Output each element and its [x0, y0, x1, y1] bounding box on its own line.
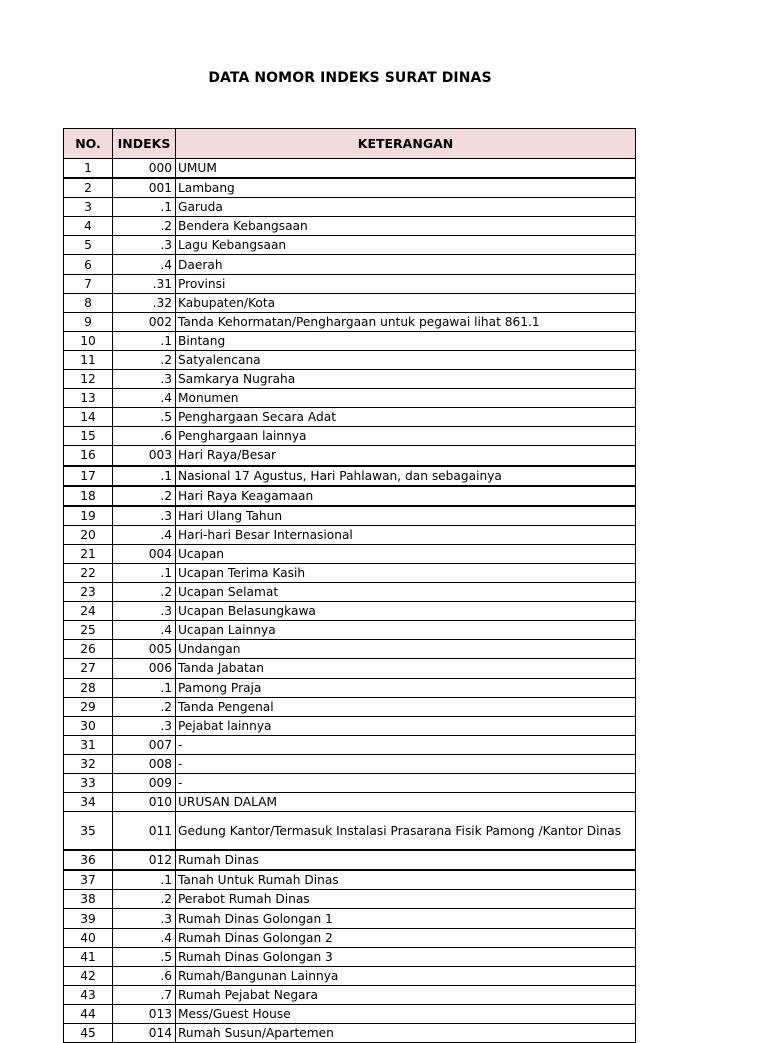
row-number: 24 — [64, 602, 113, 621]
index-table — [63, 128, 636, 1043]
row-indeks: 014 — [113, 1024, 176, 1043]
row-indeks: .4 — [113, 525, 176, 544]
table-row — [64, 1004, 636, 1023]
row-number: 16 — [64, 446, 113, 466]
table-row — [64, 293, 636, 312]
row-indeks: .1 — [113, 198, 176, 217]
row-indeks: .5 — [113, 947, 176, 966]
row-number: 45 — [64, 1024, 113, 1043]
row-indeks: 013 — [113, 1004, 176, 1023]
row-keterangan: - — [176, 754, 636, 773]
table-row — [64, 331, 636, 350]
row-indeks: .3 — [113, 370, 176, 389]
row-indeks: .3 — [113, 236, 176, 255]
row-indeks: 004 — [113, 544, 176, 563]
row-keterangan: Pamong Praja — [176, 678, 636, 697]
row-keterangan: - — [176, 735, 636, 754]
table-row — [64, 506, 636, 526]
row-keterangan: Hari Ulang Tahun — [176, 506, 636, 526]
row-keterangan: Tanda Kehormatan/Penghargaan untuk pegawai lihat 861.1 — [176, 312, 636, 331]
row-indeks: 009 — [113, 774, 176, 793]
row-keterangan: Rumah Dinas Golongan 1 — [176, 909, 636, 928]
table-row — [64, 985, 636, 1004]
table-row — [64, 774, 636, 793]
row-keterangan: Ucapan — [176, 544, 636, 563]
row-number: 28 — [64, 678, 113, 697]
row-keterangan: Undangan — [176, 640, 636, 659]
row-indeks: 012 — [113, 850, 176, 870]
row-indeks: .4 — [113, 389, 176, 408]
table-row — [64, 640, 636, 659]
row-keterangan: URUSAN DALAM — [176, 793, 636, 812]
row-indeks: .1 — [113, 678, 176, 697]
row-number: 35 — [64, 812, 113, 851]
row-keterangan: Mess/Guest House — [176, 1004, 636, 1023]
table-row — [64, 602, 636, 621]
row-number: 11 — [64, 350, 113, 369]
table-row — [64, 966, 636, 985]
row-keterangan: Bintang — [176, 331, 636, 350]
row-keterangan: Tanah Untuk Rumah Dinas — [176, 870, 636, 890]
header-keterangan: KETERANGAN — [176, 129, 636, 159]
row-number: 27 — [64, 659, 113, 678]
table-row — [64, 793, 636, 812]
row-indeks: .2 — [113, 583, 176, 602]
row-number: 10 — [64, 331, 113, 350]
row-indeks: .2 — [113, 697, 176, 716]
row-indeks: .3 — [113, 602, 176, 621]
table-row — [64, 754, 636, 773]
header-no: NO. — [64, 129, 113, 159]
row-number: 12 — [64, 370, 113, 389]
row-keterangan: UMUM — [176, 159, 636, 179]
row-indeks: .4 — [113, 621, 176, 640]
row-indeks: .6 — [113, 427, 176, 446]
row-keterangan: Garuda — [176, 198, 636, 217]
row-keterangan: Kabupaten/Kota — [176, 293, 636, 312]
table-row — [64, 928, 636, 947]
row-number: 40 — [64, 928, 113, 947]
row-number: 30 — [64, 716, 113, 735]
row-keterangan: Daerah — [176, 255, 636, 274]
row-indeks: .31 — [113, 274, 176, 293]
row-keterangan: Nasional 17 Agustus, Hari Pahlawan, dan sebagainya — [176, 466, 636, 486]
row-number: 1 — [64, 159, 113, 179]
table-header-row — [64, 129, 636, 159]
table-row — [64, 678, 636, 697]
table-row — [64, 621, 636, 640]
row-indeks: .1 — [113, 466, 176, 486]
row-number: 8 — [64, 293, 113, 312]
table-row — [64, 427, 636, 446]
row-number: 3 — [64, 198, 113, 217]
table-row — [64, 217, 636, 236]
table-row — [64, 236, 636, 255]
row-keterangan: Lambang — [176, 178, 636, 198]
row-number: 23 — [64, 583, 113, 602]
header-indeks: INDEKS — [113, 129, 176, 159]
row-indeks: 001 — [113, 178, 176, 198]
row-keterangan: Satyalencana — [176, 350, 636, 369]
row-number: 25 — [64, 621, 113, 640]
table-row — [64, 563, 636, 582]
row-number: 26 — [64, 640, 113, 659]
row-indeks: 000 — [113, 159, 176, 179]
row-indeks: .7 — [113, 985, 176, 1004]
row-number: 36 — [64, 850, 113, 870]
row-keterangan: Ucapan Lainnya — [176, 621, 636, 640]
row-number: 31 — [64, 735, 113, 754]
row-indeks: 002 — [113, 312, 176, 331]
row-indeks: .2 — [113, 350, 176, 369]
row-number: 2 — [64, 178, 113, 198]
table-row — [64, 274, 636, 293]
row-indeks: .2 — [113, 890, 176, 909]
row-number: 6 — [64, 255, 113, 274]
table-row — [64, 812, 636, 851]
row-number: 43 — [64, 985, 113, 1004]
row-indeks: 006 — [113, 659, 176, 678]
row-keterangan: Rumah/Bangunan Lainnya — [176, 966, 636, 985]
row-keterangan: Rumah Susun/Apartemen — [176, 1024, 636, 1043]
row-keterangan: Rumah Dinas Golongan 3 — [176, 947, 636, 966]
table-row — [64, 446, 636, 466]
table-body — [64, 159, 636, 1043]
row-keterangan: Rumah Dinas — [176, 850, 636, 870]
row-keterangan: Hari Raya Keagamaan — [176, 486, 636, 506]
row-indeks: .1 — [113, 563, 176, 582]
table-row — [64, 486, 636, 506]
row-keterangan: Bendera Kebangsaan — [176, 217, 636, 236]
table-row — [64, 947, 636, 966]
row-indeks: 011 — [113, 812, 176, 851]
row-keterangan: Perabot Rumah Dinas — [176, 890, 636, 909]
table-row — [64, 583, 636, 602]
row-indeks: .6 — [113, 966, 176, 985]
row-keterangan: Penghargaan Secara Adat — [176, 408, 636, 427]
row-number: 33 — [64, 774, 113, 793]
table-row — [64, 544, 636, 563]
row-number: 18 — [64, 486, 113, 506]
row-number: 39 — [64, 909, 113, 928]
row-indeks: .5 — [113, 408, 176, 427]
table-row — [64, 1024, 636, 1043]
row-indeks: .3 — [113, 506, 176, 526]
table-row — [64, 716, 636, 735]
row-indeks: .4 — [113, 928, 176, 947]
row-indeks: .3 — [113, 716, 176, 735]
table-row — [64, 909, 636, 928]
row-indeks: .3 — [113, 909, 176, 928]
row-keterangan: Samkarya Nugraha — [176, 370, 636, 389]
table-row — [64, 198, 636, 217]
table-row — [64, 870, 636, 890]
row-indeks: 007 — [113, 735, 176, 754]
table-row — [64, 466, 636, 486]
row-keterangan: Tanda Jabatan — [176, 659, 636, 678]
row-indeks: 003 — [113, 446, 176, 466]
row-indeks: .32 — [113, 293, 176, 312]
row-indeks: 010 — [113, 793, 176, 812]
table-row — [64, 890, 636, 909]
table-row — [64, 389, 636, 408]
row-keterangan: Ucapan Belasungkawa — [176, 602, 636, 621]
row-number: 21 — [64, 544, 113, 563]
row-number: 22 — [64, 563, 113, 582]
row-indeks: 005 — [113, 640, 176, 659]
row-number: 29 — [64, 697, 113, 716]
row-number: 4 — [64, 217, 113, 236]
table-row — [64, 178, 636, 198]
row-number: 34 — [64, 793, 113, 812]
row-indeks: .2 — [113, 217, 176, 236]
row-indeks: .1 — [113, 870, 176, 890]
table-row — [64, 850, 636, 870]
row-keterangan: Rumah Dinas Golongan 2 — [176, 928, 636, 947]
row-number: 13 — [64, 389, 113, 408]
row-keterangan: Gedung Kantor/Termasuk Instalasi Prasarana Fisik Pamong /Kantor Dinas — [176, 812, 636, 851]
row-number: 42 — [64, 966, 113, 985]
row-keterangan: Hari-hari Besar Internasional — [176, 525, 636, 544]
page-title: DATA NOMOR INDEKS SURAT DINAS — [208, 70, 492, 86]
row-keterangan: Rumah Pejabat Negara — [176, 985, 636, 1004]
row-keterangan: Provinsi — [176, 274, 636, 293]
row-number: 20 — [64, 525, 113, 544]
table-row — [64, 370, 636, 389]
row-number: 38 — [64, 890, 113, 909]
row-number: 9 — [64, 312, 113, 331]
row-keterangan: Penghargaan lainnya — [176, 427, 636, 446]
row-keterangan: - — [176, 774, 636, 793]
row-number: 7 — [64, 274, 113, 293]
row-number: 32 — [64, 754, 113, 773]
row-keterangan: Pejabat lainnya — [176, 716, 636, 735]
row-number: 17 — [64, 466, 113, 486]
row-indeks: 008 — [113, 754, 176, 773]
row-keterangan: Tanda Pengenal — [176, 697, 636, 716]
row-number: 37 — [64, 870, 113, 890]
table-row — [64, 255, 636, 274]
table-row — [64, 659, 636, 678]
row-number: 14 — [64, 408, 113, 427]
table-row — [64, 312, 636, 331]
row-number: 41 — [64, 947, 113, 966]
row-keterangan: Hari Raya/Besar — [176, 446, 636, 466]
row-keterangan: Ucapan Selamat — [176, 583, 636, 602]
row-indeks: .4 — [113, 255, 176, 274]
row-keterangan: Ucapan Terima Kasih — [176, 563, 636, 582]
table-row — [64, 350, 636, 369]
row-indeks: .1 — [113, 331, 176, 350]
table-row — [64, 697, 636, 716]
row-number: 15 — [64, 427, 113, 446]
row-keterangan: Lagu Kebangsaan — [176, 236, 636, 255]
table-row — [64, 525, 636, 544]
row-number: 44 — [64, 1004, 113, 1023]
table-row — [64, 735, 636, 754]
table-row — [64, 159, 636, 179]
row-keterangan: Monumen — [176, 389, 636, 408]
row-indeks: .2 — [113, 486, 176, 506]
table-row — [64, 408, 636, 427]
row-number: 5 — [64, 236, 113, 255]
row-number: 19 — [64, 506, 113, 526]
